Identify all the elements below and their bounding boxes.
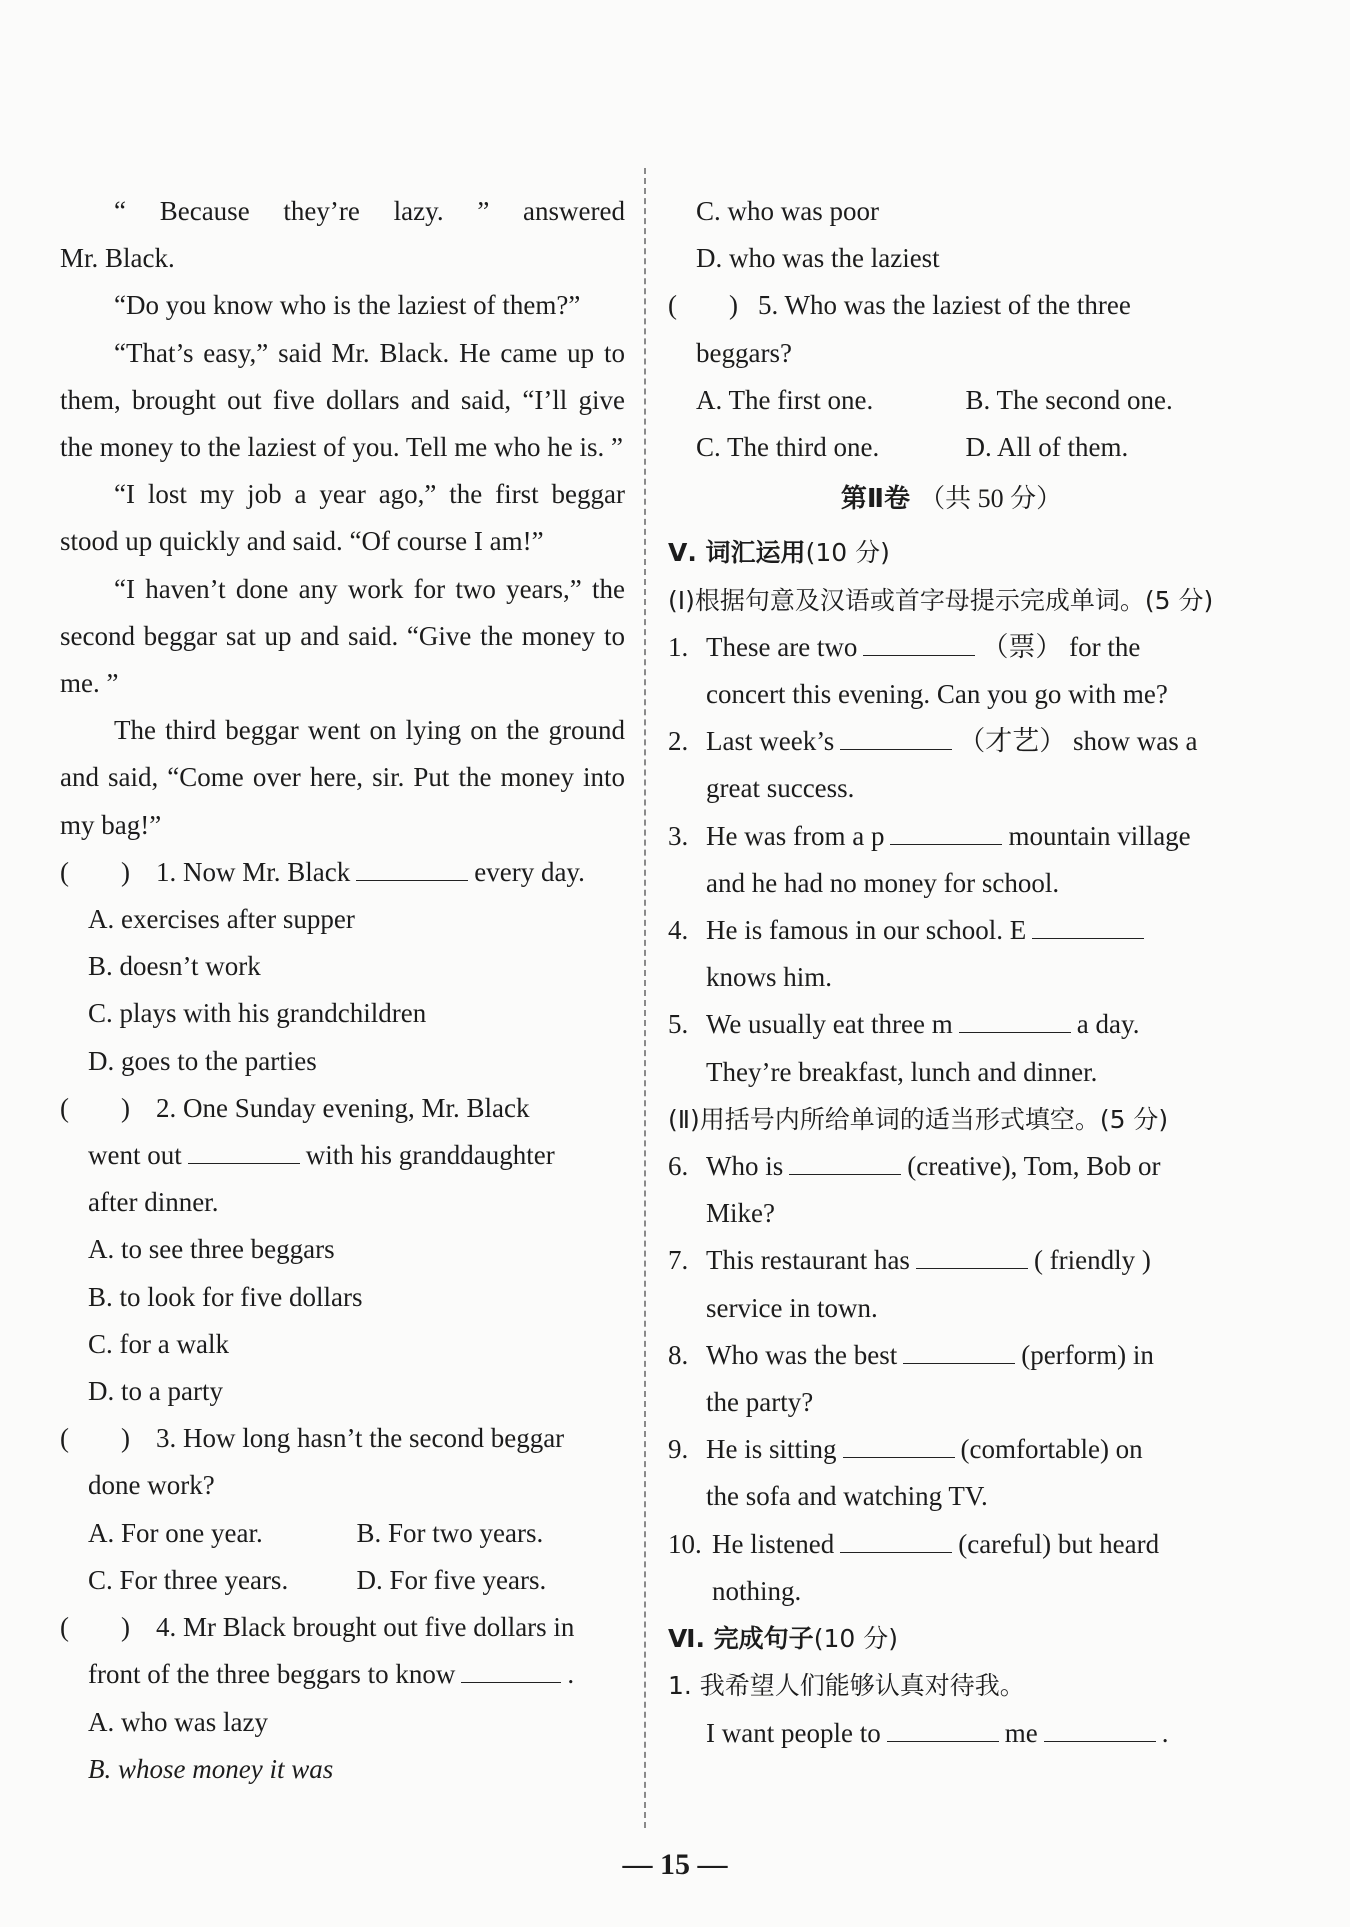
- answer-bracket[interactable]: ( ): [60, 1612, 130, 1643]
- fill-blank[interactable]: [903, 1339, 1015, 1364]
- answer-bracket[interactable]: ( ): [60, 1423, 130, 1454]
- vocab-item-5: 5. We usually eat three m a day. They’re breakfast, lunch and dinner.: [668, 1009, 1140, 1087]
- question-stem-continued: after dinner.: [88, 1187, 219, 1218]
- question-stem: 1. Now Mr. Black every day.: [156, 856, 585, 887]
- vocab-item-10: 10. He listened (careful) but heard nothing.: [668, 1528, 1160, 1606]
- fill-blank[interactable]: [840, 725, 952, 750]
- option-d: D. goes to the parties: [88, 1045, 317, 1076]
- question-2: [60, 1085, 625, 1132]
- option-d: D. For five years.: [356, 1564, 547, 1595]
- option-a: A. The first one.: [696, 384, 874, 415]
- vocab-item-6: 6. Who is (creative), Tom, Bob or Mike?: [668, 1151, 1161, 1229]
- question-stem-continued: went out with his granddaughter: [88, 1140, 555, 1171]
- options-row: [668, 424, 1235, 471]
- passage-paragraph: “That’s easy,” said Mr. Black. He came up to them, brought out five dollars and said, “I’ll give the money to the laziest of you. Tell me who he is. ”: [60, 337, 625, 463]
- option-b: B. doesn’t work: [88, 951, 261, 982]
- section-5-title: Ⅴ. 词汇运用(10 分): [668, 538, 890, 568]
- option-d: D. who was the laziest: [696, 243, 940, 274]
- fill-blank[interactable]: [959, 1008, 1071, 1033]
- option-c: C. who was poor: [696, 196, 879, 226]
- fill-blank[interactable]: [916, 1244, 1028, 1269]
- passage-paragraph: “I lost my job a year ago,” the first beggar stood up quickly and said. “Of course I am!”: [60, 479, 625, 557]
- right-column: [668, 188, 1235, 1757]
- question-stem-continued: done work?: [88, 1470, 215, 1501]
- fill-blank[interactable]: [188, 1139, 300, 1164]
- fill-blank[interactable]: [863, 631, 975, 656]
- vocab-item-9: 9. He is sitting (comfortable) on the sofa and watching TV.: [668, 1434, 1143, 1512]
- option-d: D. to a party: [88, 1376, 223, 1407]
- fill-blank[interactable]: [887, 1717, 999, 1742]
- question-stem-continued: beggars?: [696, 337, 792, 368]
- option-c: C. The third one.: [696, 432, 880, 463]
- vocab-item-8: 8. Who was the best (perform) in the party?: [668, 1339, 1154, 1418]
- options-row: [60, 1510, 625, 1557]
- passage-paragraph: “I haven’t done any work for two years,” the second beggar sat up and said. “Give the money to me. ”: [60, 573, 625, 699]
- sentence-1-chinese: 1. 我希望人们能够认真对待我。: [668, 1671, 1025, 1701]
- option-a: A. For one year.: [88, 1517, 263, 1548]
- fill-blank[interactable]: [356, 856, 468, 881]
- fill-blank[interactable]: [1032, 914, 1144, 939]
- question-stem: 2. One Sunday evening, Mr. Black: [156, 1092, 530, 1123]
- option-b: B. The second one.: [965, 384, 1173, 415]
- question-5: [668, 282, 1235, 329]
- question-stem: 3. How long hasn’t the second beggar: [156, 1423, 565, 1454]
- fill-blank[interactable]: [1044, 1717, 1156, 1742]
- page-number: — 15 —: [622, 1848, 728, 1881]
- answer-bracket[interactable]: ( ): [60, 856, 130, 887]
- option-b: B. For two years.: [356, 1517, 544, 1548]
- fill-blank[interactable]: [890, 820, 1002, 845]
- option-c: C. For three years.: [88, 1564, 289, 1595]
- options-row: [60, 1557, 625, 1604]
- question-stem-continued: front of the three beggars to know .: [88, 1659, 575, 1690]
- fill-blank[interactable]: [843, 1433, 955, 1458]
- subsection-2-instruction: (Ⅱ)用括号内所给单词的适当形式填空。(5 分): [668, 1104, 1169, 1134]
- option-a: A. who was lazy: [88, 1706, 268, 1737]
- left-column: [60, 188, 625, 1793]
- option-b: B. whose money it was: [88, 1753, 334, 1784]
- option-d: D. All of them.: [965, 432, 1129, 463]
- vocab-item-2: 2. Last week’s （才艺） show was a great success.: [668, 726, 1198, 804]
- passage-paragraph: The third beggar went on lying on the ground and said, “Come over here, sir. Put the money into my bag!”: [60, 715, 625, 840]
- option-c: C. plays with his grandchildren: [88, 998, 427, 1029]
- answer-bracket[interactable]: ( ): [60, 1092, 130, 1123]
- question-4: [60, 1604, 625, 1651]
- passage-line: Mr. Black.: [60, 243, 175, 274]
- option-a: A. exercises after supper: [88, 904, 355, 935]
- subsection-1-instruction: (Ⅰ)根据句意及汉语或首字母提示完成单词。(5 分): [668, 585, 1214, 615]
- option-b: B. to look for five dollars: [88, 1281, 363, 1312]
- sentence-1-english: I want people to me .: [706, 1717, 1169, 1748]
- fill-blank[interactable]: [461, 1658, 561, 1683]
- fill-blank[interactable]: [789, 1150, 901, 1175]
- part-2-title: 第Ⅱ卷 （共 50 分）: [840, 484, 1063, 515]
- vocab-item-3: 3. He was from a p mountain village and he had no money for school.: [668, 820, 1191, 898]
- fill-blank[interactable]: [840, 1528, 952, 1553]
- question-1: [60, 849, 625, 896]
- section-6-title: Ⅵ. 完成句子(10 分): [668, 1624, 898, 1654]
- column-divider: [644, 168, 646, 1828]
- passage-paragraph: “Do you know who is the laziest of them?”: [114, 290, 581, 321]
- vocab-item-7: 7. This restaurant has ( friendly ) service in town.: [668, 1245, 1151, 1323]
- options-row: [668, 377, 1235, 424]
- vocab-item-4: 4. He is famous in our school. E knows him.: [668, 907, 1235, 1001]
- vocab-item-1: 1. These are two （票） for the concert this evening. Can you go with me?: [668, 631, 1168, 710]
- question-stem: 5. Who was the laziest of the three: [758, 290, 1131, 321]
- option-a: A. to see three beggars: [88, 1234, 335, 1265]
- passage-line: “ Because they’re lazy. ” answered: [114, 196, 625, 226]
- answer-bracket[interactable]: ( ): [668, 290, 738, 321]
- option-c: C. for a walk: [88, 1328, 229, 1359]
- question-stem: 4. Mr Black brought out five dollars in: [156, 1612, 575, 1643]
- question-3: [60, 1415, 625, 1462]
